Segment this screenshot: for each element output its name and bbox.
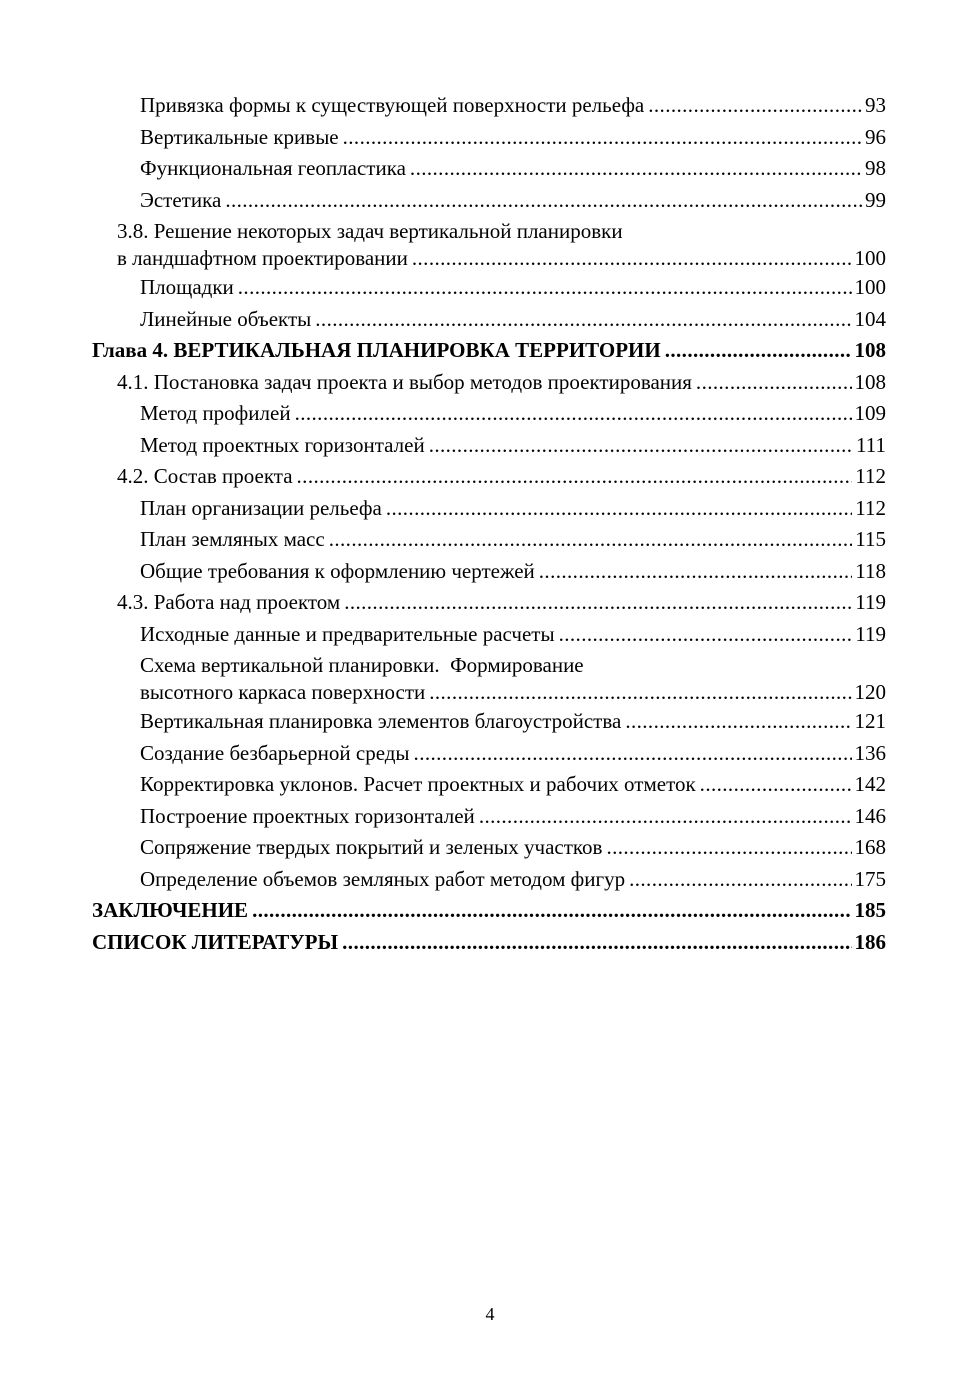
toc-entry-title: высотного каркаса поверхности (140, 680, 426, 704)
toc-entry-page: 115 (855, 527, 886, 551)
toc-section-entry (92, 367, 886, 399)
dot-leader (479, 801, 852, 833)
toc-entry-page: 99 (865, 187, 886, 212)
toc-entry (92, 90, 886, 122)
toc-entry-page: 100 (854, 246, 886, 270)
dot-leader (386, 493, 852, 525)
toc-entry-page: 185 (854, 898, 886, 922)
toc-entry (92, 556, 886, 588)
toc-entry-title: Создание безбарьерной среды (140, 740, 410, 765)
toc-entry-title: Метод проектных горизонталей (140, 432, 425, 457)
dot-leader (539, 556, 853, 588)
dot-leader (344, 587, 852, 619)
toc-entry-page: 175 (854, 866, 886, 891)
toc-entry (92, 738, 886, 770)
toc-entry-page: 186 (854, 929, 886, 954)
toc-entry-title: СПИСОК ЛИТЕРАТУРЫ (92, 929, 339, 954)
toc-entry (92, 272, 886, 304)
toc-entry-title: 4.2. Состав проекта (117, 464, 293, 488)
toc-entry-title: План земляных масс (140, 527, 325, 551)
dot-leader (252, 895, 851, 927)
toc-entry-title: Вертикальная планировка элементов благоустройства (140, 709, 622, 733)
toc-entry-title: Эстетика (140, 187, 222, 212)
toc-entry-two-line (92, 218, 886, 272)
dot-leader (315, 304, 851, 336)
toc-entry-title: Корректировка уклонов. Расчет проектных и рабочих отметок (140, 772, 696, 796)
toc-entry (92, 430, 886, 462)
toc-entry (92, 304, 886, 336)
toc-entry-page: 136 (854, 740, 886, 765)
toc-entry-title: Определение объемов земляных работ методом фигур (140, 866, 626, 891)
toc-entry-title: 4.3. Работа над проектом (117, 590, 341, 614)
dot-leader (696, 367, 852, 399)
toc-entry-title: Площадки (140, 275, 234, 299)
toc-entry-title-line1: 3.8. Решение некоторых задач вертикальной планировки (117, 219, 623, 243)
toc-entry-page: 120 (854, 680, 886, 704)
dot-leader (625, 706, 851, 738)
toc-entry-page: 104 (854, 306, 886, 331)
toc-entry-title: Общие требования к оформлению чертежей (140, 558, 535, 583)
toc-entry-page: 100 (854, 275, 886, 299)
dot-leader (429, 679, 851, 706)
toc-entry (92, 153, 886, 185)
toc-chapter-entry (92, 335, 886, 367)
dot-leader (297, 461, 853, 493)
dot-leader (629, 864, 851, 896)
page-number: 4 (485, 1304, 495, 1324)
toc-entry-page: 109 (854, 401, 886, 425)
dot-leader (238, 272, 852, 304)
toc-entry-page: 112 (855, 495, 886, 520)
toc-entry-page: 108 (854, 369, 886, 394)
toc-section-entry (92, 587, 886, 619)
toc-entry-page: 121 (854, 709, 886, 733)
toc-entry-title: Сопряжение твердых покрытий и зеленых участков (140, 835, 603, 859)
dot-leader (700, 769, 852, 801)
toc-entry-page: 111 (856, 432, 886, 457)
toc-chapter-entry (92, 895, 886, 927)
toc-entry (92, 493, 886, 525)
toc-entry (140, 679, 886, 706)
toc-entry-page: 98 (865, 156, 886, 180)
toc-entry-page: 146 (854, 803, 886, 828)
dot-leader (648, 90, 862, 122)
dot-leader (414, 738, 852, 770)
toc-entry-title: Исходные данные и предварительные расчеты (140, 621, 555, 646)
dot-leader (295, 398, 852, 430)
toc-entry (92, 524, 886, 556)
dot-leader (343, 122, 862, 154)
toc-entry-page: 168 (854, 835, 886, 859)
dot-leader (410, 153, 862, 185)
toc-entry (92, 122, 886, 154)
toc-entry (92, 832, 886, 864)
toc-entry (92, 769, 886, 801)
toc-entry-title: Функциональная геопластика (140, 156, 406, 180)
toc-section-entry (92, 461, 886, 493)
toc-entry-page: 112 (855, 464, 886, 488)
toc-entry-title: Вертикальные кривые (140, 124, 339, 149)
dot-leader (665, 335, 852, 367)
toc-entry-title: 4.1. Постановка задач проекта и выбор методов проектирования (117, 369, 692, 394)
toc-entry-page: 93 (865, 93, 886, 117)
toc-entry-page: 119 (855, 590, 886, 614)
toc-entry (92, 801, 886, 833)
toc-entry (117, 245, 886, 272)
toc-entry-page: 119 (855, 621, 886, 646)
toc-entry-title: Привязка формы к существующей поверхности рельефа (140, 93, 645, 117)
dot-leader (559, 619, 853, 651)
toc-entry-two-line (92, 652, 886, 706)
toc-entry-page: 108 (854, 338, 886, 362)
toc-entry-title-line1: Схема вертикальной планировки. Формирование (140, 653, 584, 677)
table-of-contents (92, 90, 886, 958)
toc-entry (92, 864, 886, 896)
dot-leader (225, 185, 862, 217)
toc-entry (92, 398, 886, 430)
dot-leader (412, 245, 852, 272)
toc-entry-title: План организации рельефа (140, 495, 382, 520)
toc-entry-page: 142 (854, 772, 886, 796)
toc-entry-page: 118 (855, 558, 886, 583)
toc-entry (92, 706, 886, 738)
toc-entry-title: Построение проектных горизонталей (140, 803, 475, 828)
dot-leader (329, 524, 853, 556)
toc-entry (92, 185, 886, 217)
toc-chapter-entry (92, 927, 886, 959)
toc-entry (92, 619, 886, 651)
toc-entry-title: Линейные объекты (140, 306, 312, 331)
toc-entry-title: Метод профилей (140, 401, 291, 425)
toc-entry-title: ЗАКЛЮЧЕНИЕ (92, 898, 249, 922)
dot-leader (342, 927, 851, 959)
dot-leader (429, 430, 853, 462)
dot-leader (606, 832, 851, 864)
toc-entry-page: 96 (865, 124, 886, 149)
toc-entry-title: в ландшафтном проектировании (117, 246, 408, 270)
toc-entry-title: Глава 4. ВЕРТИКАЛЬНАЯ ПЛАНИРОВКА ТЕРРИТОРИИ (92, 338, 661, 362)
